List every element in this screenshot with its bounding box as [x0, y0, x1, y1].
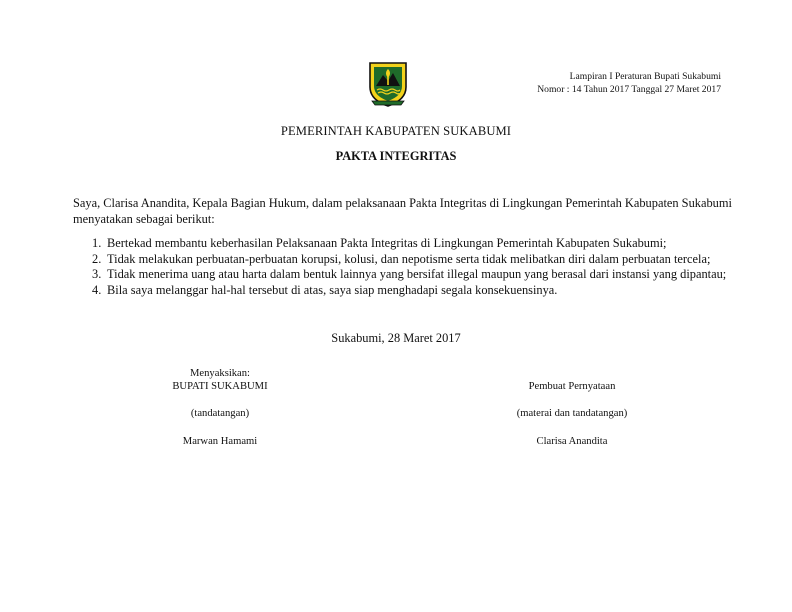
declarant-signature-note: (materai dan tandatangan): [516, 408, 628, 419]
place-date: Sukabumi, 28 Maret 2017: [331, 331, 461, 345]
list-item: [92, 252, 726, 268]
declarant-label: Pembuat Pernyataan: [528, 381, 616, 392]
intro-line-1: Saya, Clarisa Anandita, Kepala Bagian Hukum, dalam pelaksanaan Pakta Integritas di Lingkungan Pemerintah Kabupaten Sukabumi: [73, 196, 732, 210]
intro-line-2: menyatakan sebagai berikut:: [73, 211, 215, 226]
intro-paragraph: [73, 196, 732, 227]
list-item: [92, 236, 726, 252]
list-item-text: Tidak melakukan perbuatan-perbuatan korupsi, kolusi, dan nepotisme serta tidak melibatkan diri dalam perbuatan tercela;: [107, 251, 711, 266]
regency-coat-of-arms-icon: [366, 60, 410, 108]
government-heading: PEMERINTAH KABUPATEN SUKABUMI: [280, 124, 512, 138]
witness-name: Marwan Hamami: [182, 436, 258, 447]
witness-label: Menyaksikan:: [189, 368, 251, 379]
list-item-number: 2.: [92, 251, 102, 266]
declarant-name: Clarisa Anandita: [536, 436, 608, 447]
document-title: PAKTA INTEGRITAS: [335, 149, 457, 163]
list-item-number: 4.: [92, 282, 102, 297]
regulation-reference: [537, 71, 721, 96]
list-item: [92, 283, 726, 299]
list-item-number: 1.: [92, 236, 102, 250]
list-item-number: 3.: [92, 267, 102, 282]
witness-position: BUPATI SUKABUMI: [172, 381, 268, 392]
integrity-points-list: [92, 236, 726, 298]
list-item: [92, 267, 726, 283]
list-item-text: Bila saya melanggar hal-hal tersebut di atas, saya siap menghadapi segala konsekuensinya.: [107, 282, 558, 297]
list-item-text: Tidak menerima uang atau harta dalam bentuk lainnya yang bersifat illegal maupun yang berasal dari instansi yang dipantau;: [107, 267, 727, 282]
reference-line-1: Lampiran I Peraturan Bupati Sukabumi: [569, 71, 721, 82]
list-item-text: Bertekad membantu keberhasilan Pelaksanaan Pakta Integritas di Lingkungan Pemerintah Kabupaten Sukabumi;: [107, 236, 667, 250]
reference-line-2: Nomor : 14 Tahun 2017 Tanggal 27 Maret 2017: [537, 83, 721, 95]
witness-signature-note: (tandatangan): [190, 408, 250, 419]
